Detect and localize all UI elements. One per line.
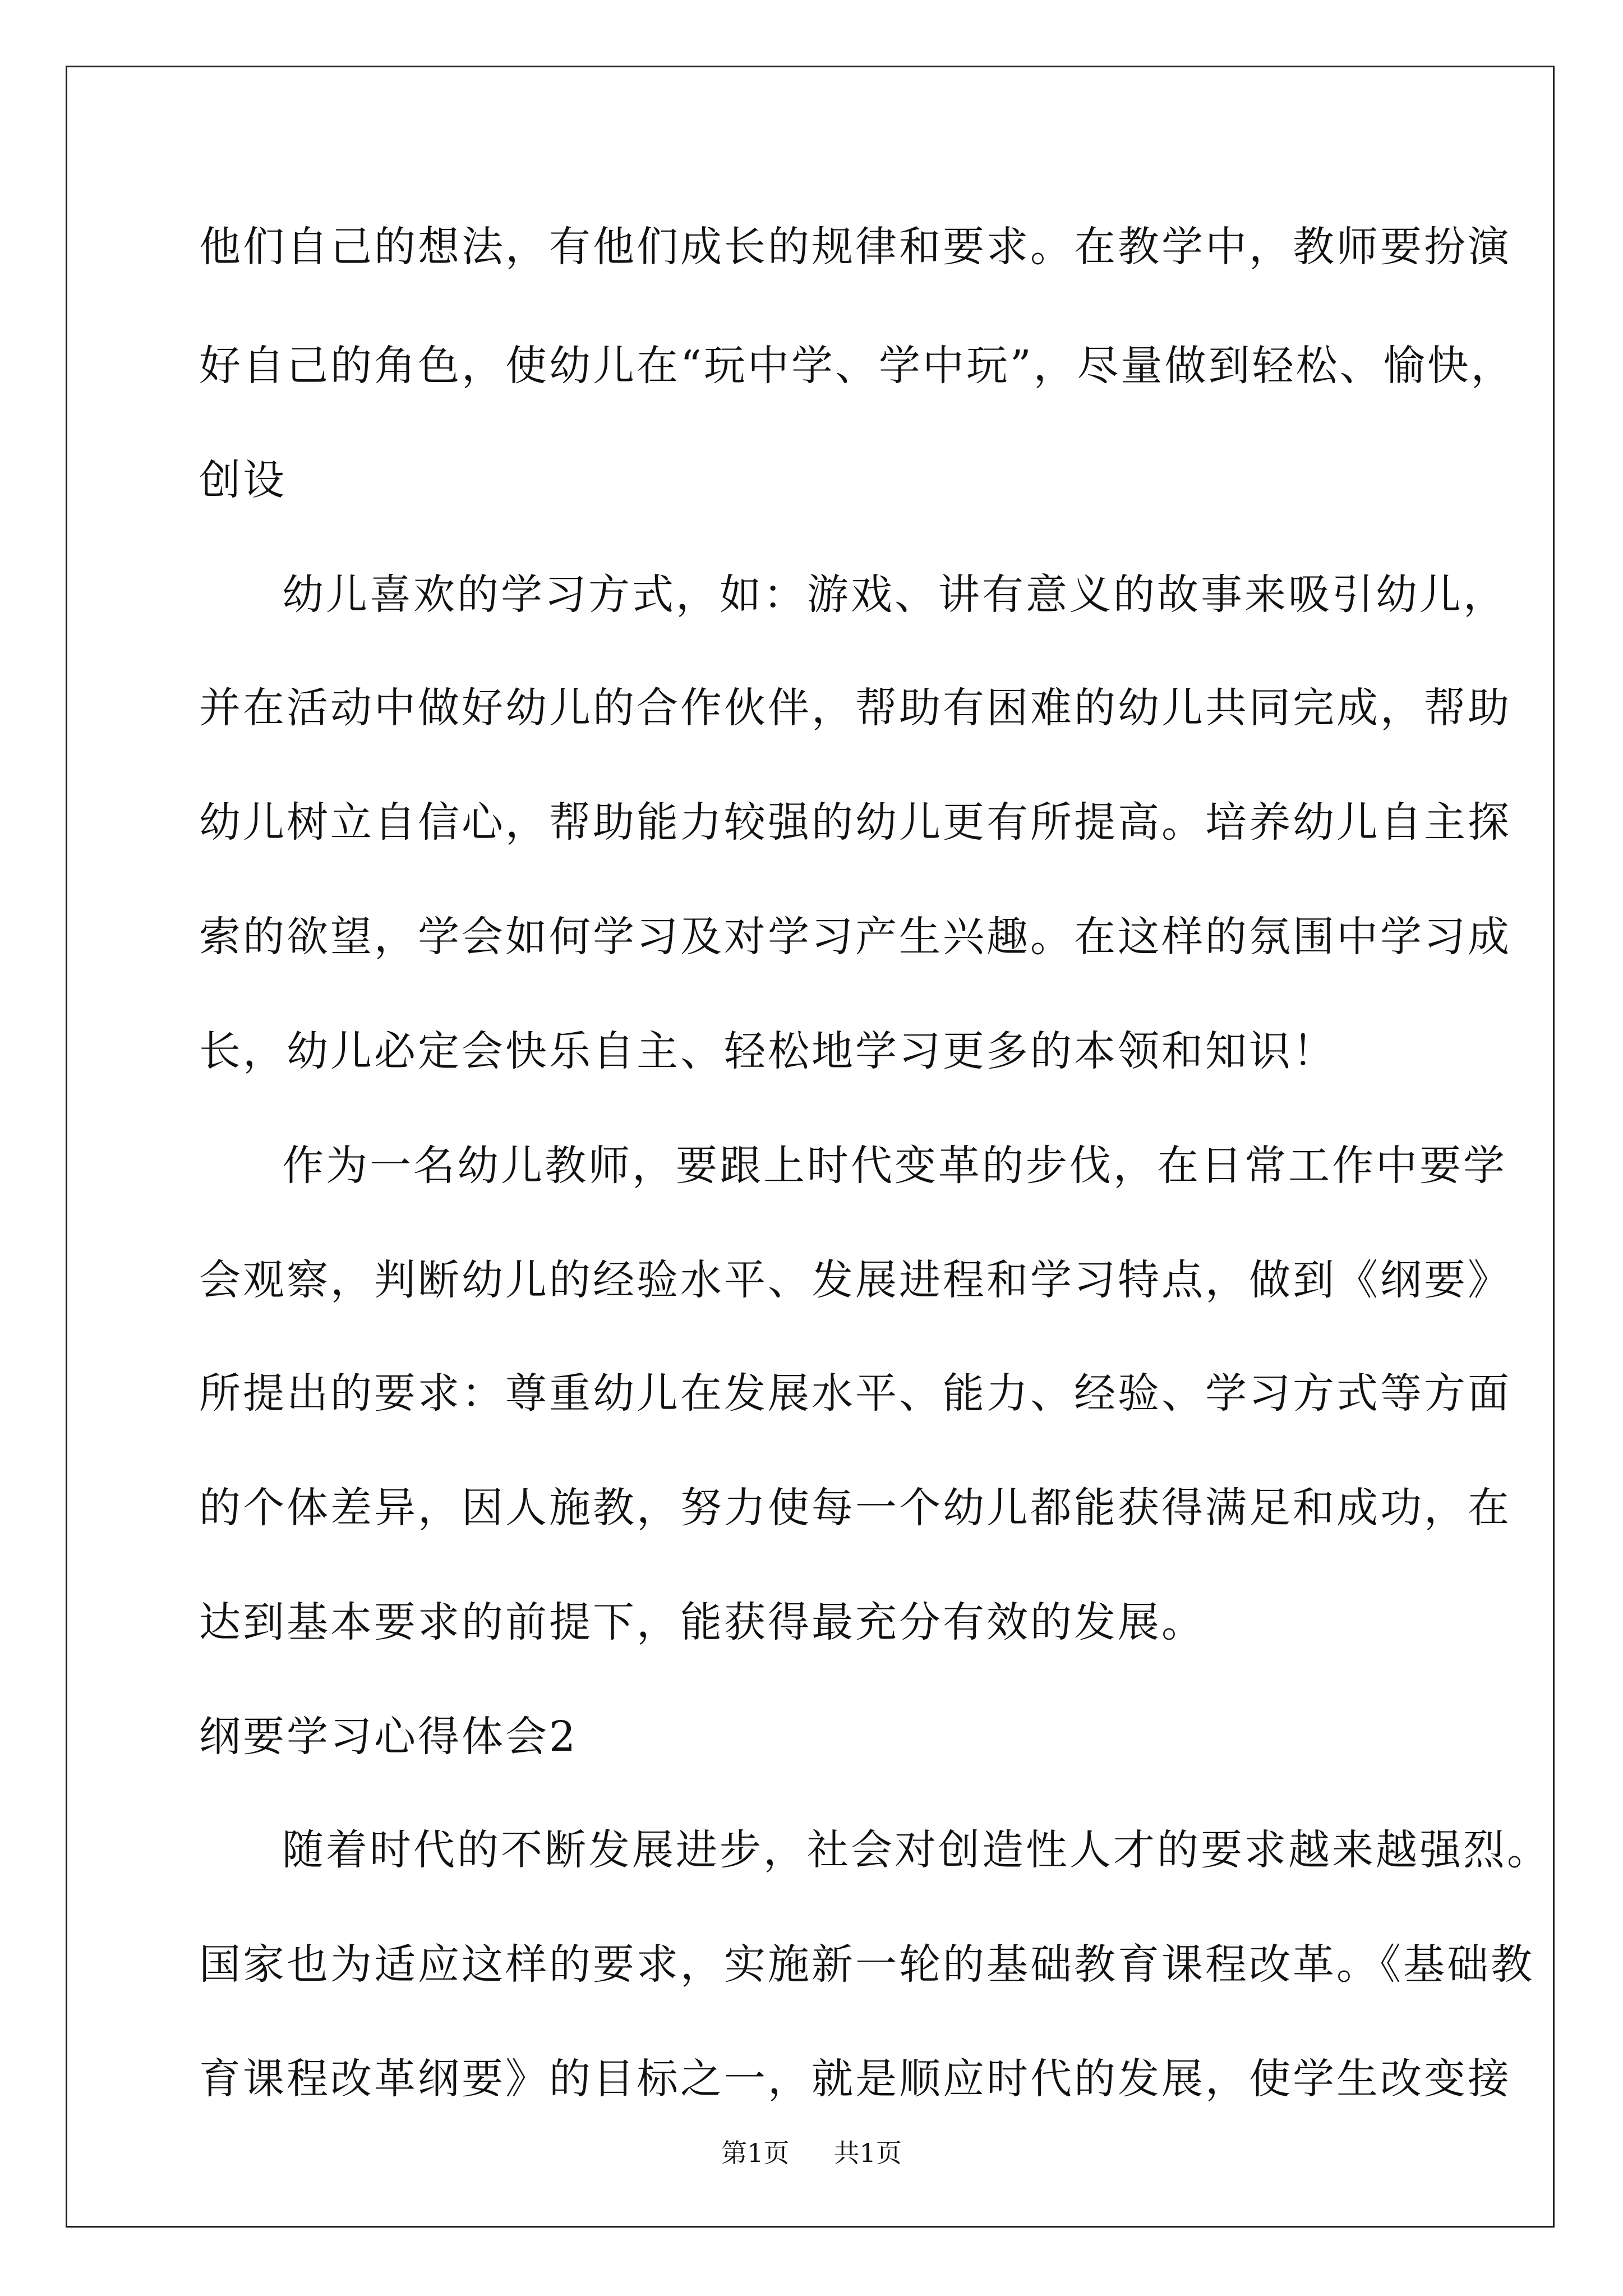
- text-line: 达到基本要求的前提下，能获得最充分有效的发展。: [199, 1598, 1205, 1646]
- text-line: 会观察，判断幼儿的经验水平、发展进程和学习特点，做到《纲要》: [199, 1256, 1511, 1304]
- text-line: 创设: [199, 456, 287, 504]
- text-line: 幼儿喜欢的学习方式，如：游戏、讲有意义的故事来吸引幼儿，: [282, 570, 1507, 619]
- text-line: 所提出的要求：尊重幼儿在发展水平、能力、经验、学习方式等方面: [199, 1369, 1511, 1418]
- text-line: 育课程改革纲要》的目标之一，就是顺应时代的发展，使学生改变接: [199, 2055, 1511, 2103]
- text-line: 长，幼儿必定会快乐自主、轻松地学习更多的本领和知识！: [199, 1027, 1336, 1075]
- text-line: 他们自己的想法，有他们成长的规律和要求。在教学中，教师要扮演: [199, 223, 1511, 271]
- text-line: 作为一名幼儿教师，要跟上时代变革的步伐，在日常工作中要学: [282, 1142, 1507, 1190]
- text-line: 国家也为适应这样的要求，实施新一轮的基础教育课程改革。《基础教: [199, 1940, 1534, 1989]
- text-line: 索的欲望，学会如何学习及对学习产生兴趣。在这样的氛围中学习成: [199, 913, 1511, 961]
- text-line: 的个体差异，因人施教，努力使每一个幼儿都能获得满足和成功，在: [199, 1484, 1511, 1532]
- page-total: 共1页: [833, 2138, 902, 2168]
- text-line: 好自己的角色，使幼儿在“玩中学、学中玩”，尽量做到轻松、愉快，: [199, 342, 1515, 390]
- page-number: 第1页: [721, 2138, 790, 2168]
- text-line: 并在活动中做好幼儿的合作伙伴，帮助有困难的幼儿共同完成，帮助: [199, 684, 1511, 732]
- page-footer: [0, 2136, 1623, 2170]
- text-line: 幼儿树立自信心，帮助能力较强的幼儿更有所提高。培养幼儿自主探: [199, 798, 1511, 846]
- text-line: 随着时代的不断发展进步，社会对创造性人才的要求越来越强烈。: [282, 1826, 1551, 1874]
- section-heading: 纲要学习心得体会2: [199, 1713, 578, 1761]
